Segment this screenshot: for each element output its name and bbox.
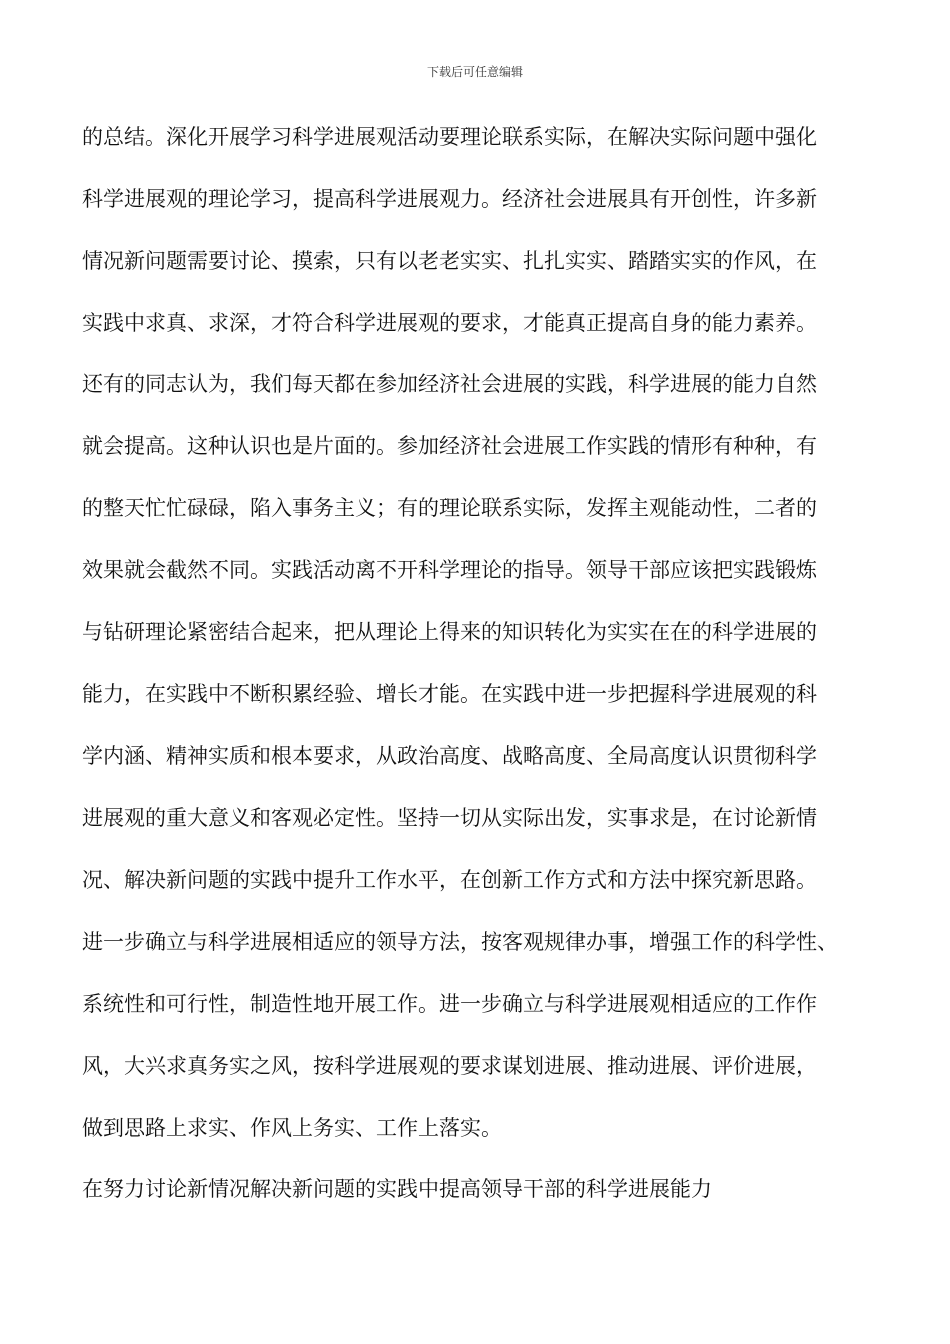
text-line-2: 科学进展观的理论学习，提高科学进展观力。经济社会进展具有开创性，许多新 — [82, 187, 817, 211]
text-line-10: 能力，在实践中不断积累经验、增长才能。在实践中进一步把握科学进展观的科 — [82, 682, 817, 706]
text-line-11: 学内涵、精神实质和根本要求，从政治高度、战略高度、全局高度认识贯彻科学 — [82, 744, 817, 768]
text-line-4: 实践中求真、求深，才符合科学进展观的要求，才能真正提高自身的能力素养。 — [82, 311, 817, 335]
text-line-13: 况、解决新问题的实践中提升工作水平，在创新工作方式和方法中探究新思路。 — [82, 868, 817, 892]
text-line-3: 情况新问题需要讨论、摸索，只有以老老实实、扎扎实实、踏踏实实的作风，在 — [82, 249, 817, 273]
text-line-5: 还有的同志认为，我们每天都在参加经济社会进展的实践，科学进展的能力自然 — [82, 372, 817, 396]
text-line-9: 与钻研理论紧密结合起来，把从理论上得来的知识转化为实实在在的科学进展的 — [82, 620, 817, 644]
text-line-14: 进一步确立与科学进展相适应的领导方法，按客观规律办事，增强工作的科学性、 — [82, 930, 838, 954]
section-heading: 在努力讨论新情况解决新问题的实践中提高领导干部的科学进展能力 — [82, 1177, 712, 1201]
text-line-16: 风，大兴求真务实之风，按科学进展观的要求谋划进展、推动进展、评价进展， — [82, 1054, 817, 1078]
page-header-note: 下载后可任意编辑 — [426, 65, 523, 79]
text-line-1: 的总结。深化开展学习科学进展观活动要理论联系实际，在解决实际问题中强化 — [82, 125, 817, 149]
text-line-17: 做到思路上求实、作风上务实、工作上落实。 — [82, 1116, 502, 1140]
text-line-12: 进展观的重大意义和客观必定性。坚持一切从实际出发，实事求是，在讨论新情 — [82, 806, 817, 830]
text-line-15: 系统性和可行性，制造性地开展工作。进一步确立与科学进展观相适应的工作作 — [82, 992, 817, 1016]
text-line-6: 就会提高。这种认识也是片面的。参加经济社会进展工作实践的情形有种种，有 — [82, 434, 817, 458]
text-line-8: 效果就会截然不同。实践活动离不开科学理论的指导。领导干部应该把实践锻炼 — [82, 558, 817, 582]
text-line-7: 的整天忙忙碌碌，陷入事务主义；有的理论联系实际，发挥主观能动性，二者的 — [82, 496, 817, 520]
